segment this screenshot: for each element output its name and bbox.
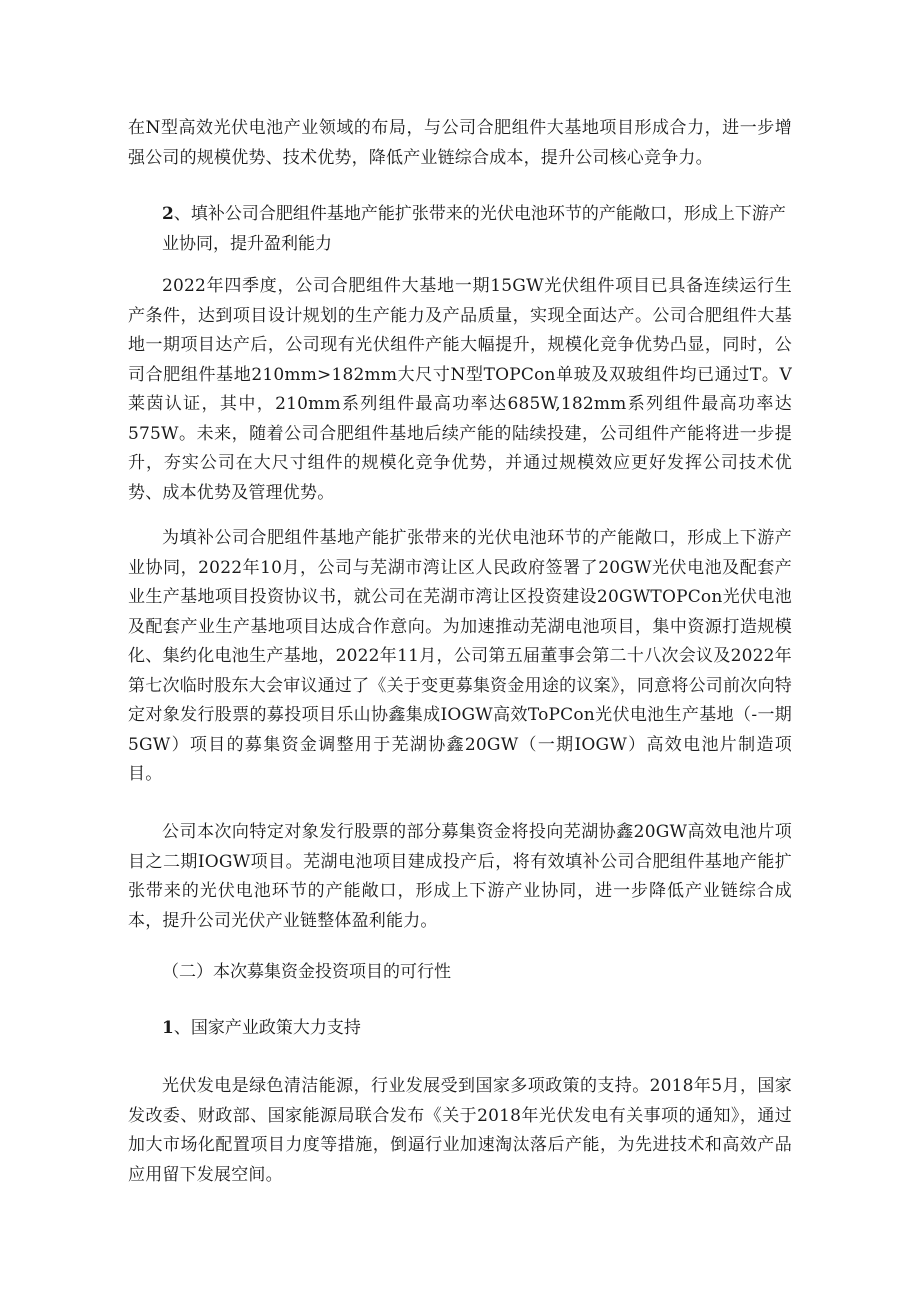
paragraph-fundraising-allocation: 公司本次向特定对象发行股票的部分募集资金将投向芜湖协鑫20GW高效电池片项目之二期IOGW项目。芜湖电池项目建成投产后，将有效填补公司合肥组件基地产能扩张带来的光伏电池环节的产能敞口，形成上下游产业协同，进一步降低产业链综合成本，提升公司光伏产业链整体盈利能力。 <box>128 822 792 931</box>
subheading-2-number: 2 <box>162 204 174 224</box>
subheading-1-text: 、国家产业政策大力支持 <box>173 1018 361 1038</box>
subheading-2 <box>162 200 792 259</box>
paragraph-policy-support: 光伏发电是绿色清洁能源，行业发展受到国家多项政策的支持。2018年5月，国家发改委、财政部、国家能源局联合发布《关于2018年光伏发电有关事项的通知》，通过加大市场化配置项目力度等措施，倒逼行业加速淘汰落后产能，为先进技术和高效产品应用留下发展空间。 <box>128 1076 792 1185</box>
section-heading-feasibility: （二）本次募集资金投资项目的可行性 <box>162 962 451 982</box>
subheading-1-number: 1 <box>162 1018 174 1038</box>
subheading-2-text: 、填补公司合肥组件基地产能扩张带来的光伏电池环节的产能敞口，形成上下游产业协同，提升盈利能力 <box>162 204 786 254</box>
subheading-1 <box>162 1014 826 1044</box>
paragraph-wuhu-battery-project: 为填补公司合肥组件基地产能扩张带来的光伏电池环节的产能敞口，形成上下游产业协同，2022年10月，公司与芜湖市湾让区人民政府签署了20GW光伏电池及配套产业生产基地项目投资协议书，就公司在芜湖市湾让区投资建设20GWTOPCon光伏电池及配套产业生产基地项目达成合作意向。为加速推动芜湖电池项目，集中资源打造规模化、集约化电池生产基地，2022年11月，公司第五届董事会第二十八次会议及2022年第七次临时股东大会审议通过了《关于变更募集资金用途的议案》，同意将公司前次向特定对象发行股票的募投项目乐山协鑫集成IOGW高效ToPCon光伏电池生产基地（-一期5GW）项目的募集资金调整用于芜湖协鑫20GW（一期IOGW）高效电池片制造项目。 <box>128 528 792 784</box>
paragraph-hefei-module-base: 2022年四季度，公司合肥组件大基地一期15GW光伏组件项目已具备连续运行生产条件，达到项目设计规划的生产能力及产品质量，实现全面达产。公司合肥组件大基地一期项目达产后，公司现有光伏组件产能大幅提升，规模化竞争优势凸显，同时，公司合肥组件基地210mm>182mm大尺寸N型TOPCon单玻及双玻组件均已通过T。V莱茵认证，其中，210mm系列组件最高功率达685W,182mm系列组件最高功率达575W。未来，随着公司合肥组件基地后续产能的陆续投建，公司组件产能将进一步提升，夯实公司在大尺寸组件的规模化竞争优势，并通过规模效应更好发挥公司技术优势、成本优势及管理优势。 <box>128 276 792 503</box>
paragraph-intro-continued: 在N型高效光伏电池产业领域的布局，与公司合肥组件大基地项目形成合力，进一步增强公司的规模优势、技术优势，降低产业链综合成本，提升公司核心竞争力。 <box>128 118 792 168</box>
